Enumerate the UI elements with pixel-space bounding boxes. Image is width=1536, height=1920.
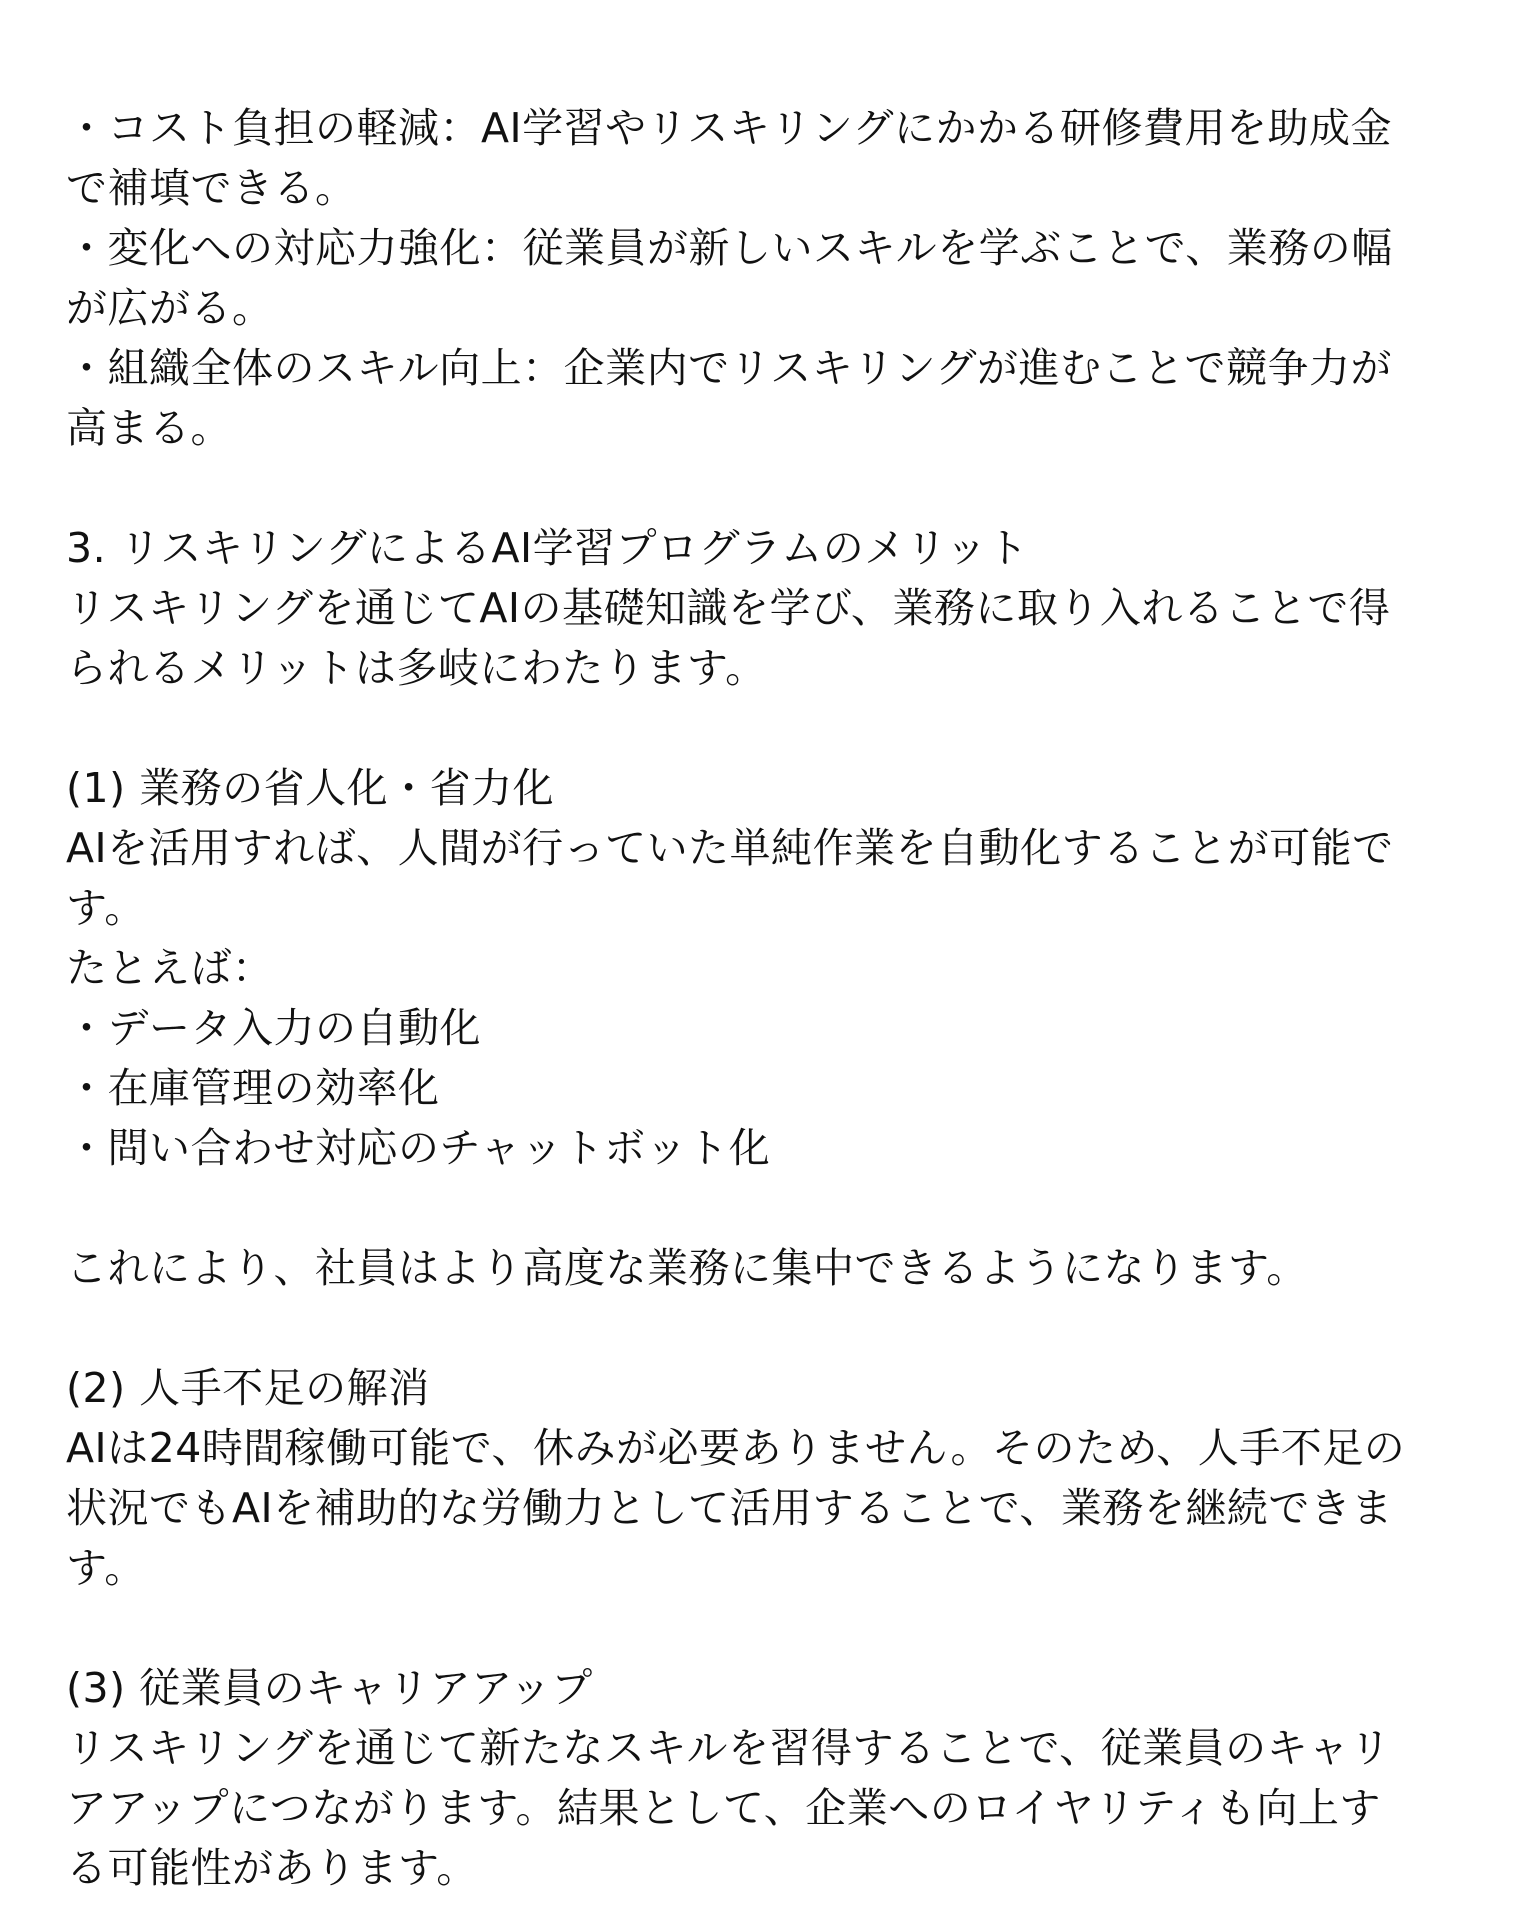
- text-line-automation-cont: す。: [66, 884, 146, 932]
- subheading-3: (3) 従業員のキャリアアップ: [66, 1664, 593, 1712]
- bullet-chatbot: ・問い合わせ対応のチャットボット化: [66, 1124, 771, 1172]
- text-line-org-skill-cont: 高まる。: [66, 404, 232, 452]
- section-heading-3: 3. リスキリングによるAI学習プログラムのメリット: [66, 524, 1029, 572]
- subheading-2: (2) 人手不足の解消: [66, 1364, 430, 1412]
- text-line-example-label: たとえば：: [66, 944, 274, 992]
- text-line-adaptability: ・変化への対応力強化：従業員が新しいスキルを学ぶことで、業務の幅: [66, 224, 1393, 272]
- text-line-cost-reduction: ・コスト負担の軽減：AI学習やリスキリングにかかる研修費用を助成金: [66, 104, 1392, 152]
- text-line-adaptability-cont: が広がる。: [66, 284, 274, 332]
- text-line-automation: AIを活用すれば、人間が行っていた単純作業を自動化することが可能で: [66, 824, 1394, 872]
- bullet-data-entry: ・データ入力の自動化: [66, 1004, 481, 1052]
- text-line-career: リスキリングを通じて新たなスキルを習得することで、従業員のキャリ: [66, 1724, 1392, 1772]
- text-line-career-cont: アアップにつながります。結果として、企業へのロイヤリティも向上す: [66, 1784, 1381, 1832]
- subheading-1: (1) 業務の省人化・省力化: [66, 764, 555, 812]
- text-line-labor-shortage: AIは24時間稼働可能で、休みが必要ありません。そのため、人手不足の: [66, 1424, 1406, 1472]
- text-line-career-end: る可能性があります。: [66, 1844, 478, 1892]
- text-line-section3-intro: リスキリングを通じてAIの基礎知識を学び、業務に取り入れることで得: [66, 584, 1391, 632]
- text-line-labor-shortage-end: す。: [66, 1544, 146, 1592]
- text-line-org-skill: ・組織全体のスキル向上：企業内でリスキリングが進むことで競争力が: [66, 344, 1392, 392]
- text-line-labor-shortage-cont: 状況でもAIを補助的な労働力として活用することで、業務を継続できま: [66, 1484, 1393, 1532]
- text-line-cost-reduction-cont: で補填できる。: [66, 164, 357, 212]
- text-line-focus: これにより、社員はより高度な業務に集中できるようになります。: [66, 1244, 1308, 1292]
- text-line-section3-intro-cont: られるメリットは多岐にわたります。: [66, 644, 767, 692]
- bullet-inventory: ・在庫管理の効率化: [66, 1064, 440, 1112]
